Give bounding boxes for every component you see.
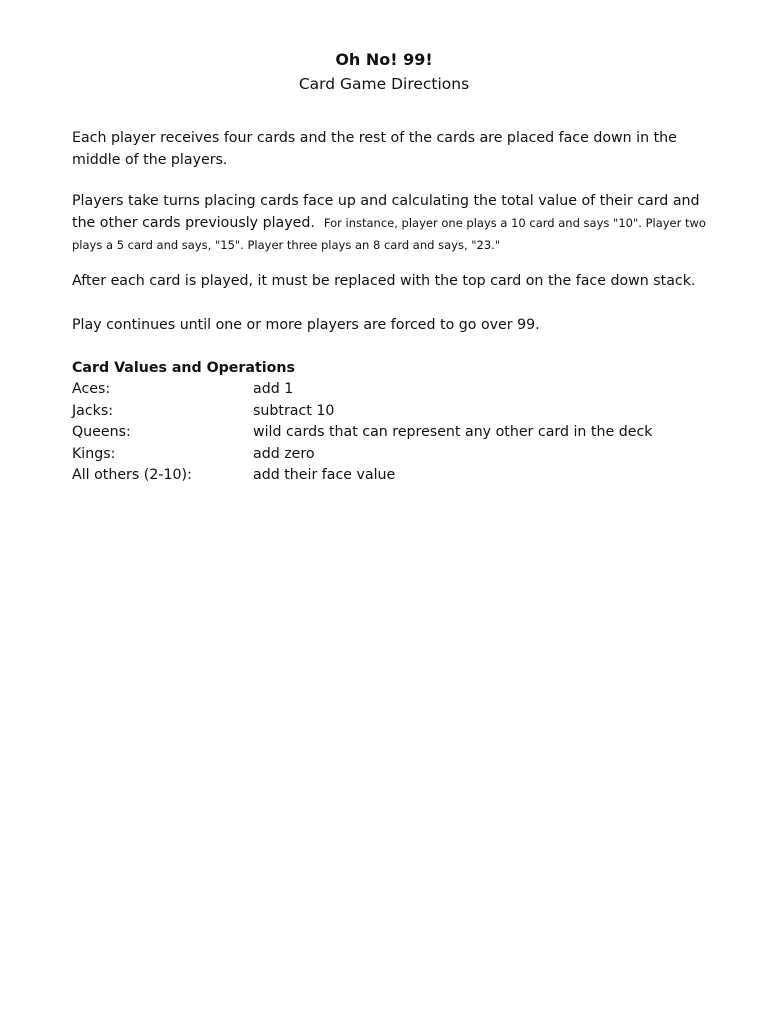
paragraph-turns-example: For instance, player one plays a 10 card and says "10". Player two plays a 5 card and says, "15". Player three plays an 8 card and says, "23." bbox=[72, 216, 706, 252]
card-name: All others (2-10): bbox=[72, 467, 192, 483]
card-name: Kings: bbox=[72, 445, 116, 462]
paragraph-end: Play continues until one or more players are forced to go over 99. bbox=[72, 317, 540, 333]
card-value-row bbox=[72, 379, 712, 401]
paragraph-turns bbox=[72, 190, 712, 256]
paragraph-turns-main: Players take turns placing cards face up and calculating the total value of their card and the other cards previously played. bbox=[72, 193, 700, 231]
card-operation: add 1 bbox=[253, 381, 294, 397]
card-name: Queens: bbox=[72, 424, 131, 440]
card-name: Aces: bbox=[72, 381, 111, 397]
document-title: Oh No! 99! bbox=[335, 50, 433, 69]
card-value-row bbox=[72, 401, 712, 423]
paragraph-setup: Each player receives four cards and the rest of the cards are placed face down in the middle of the players. bbox=[72, 130, 677, 168]
card-value-row bbox=[72, 444, 712, 466]
card-name: Jacks: bbox=[72, 402, 114, 419]
paragraph-replace: After each card is played, it must be replaced with the top card on the face down stack. bbox=[72, 273, 696, 289]
card-operation: add their face value bbox=[253, 467, 396, 483]
document-subtitle: Card Game Directions bbox=[298, 75, 470, 93]
card-operation: wild cards that can represent any other card in the deck bbox=[253, 424, 653, 440]
card-values-heading: Card Values and Operations bbox=[72, 360, 295, 376]
card-values-list bbox=[72, 379, 712, 487]
card-value-row bbox=[72, 422, 712, 444]
card-value-row bbox=[72, 465, 712, 487]
card-operation: subtract 10 bbox=[253, 402, 335, 419]
card-operation: add zero bbox=[253, 445, 315, 462]
